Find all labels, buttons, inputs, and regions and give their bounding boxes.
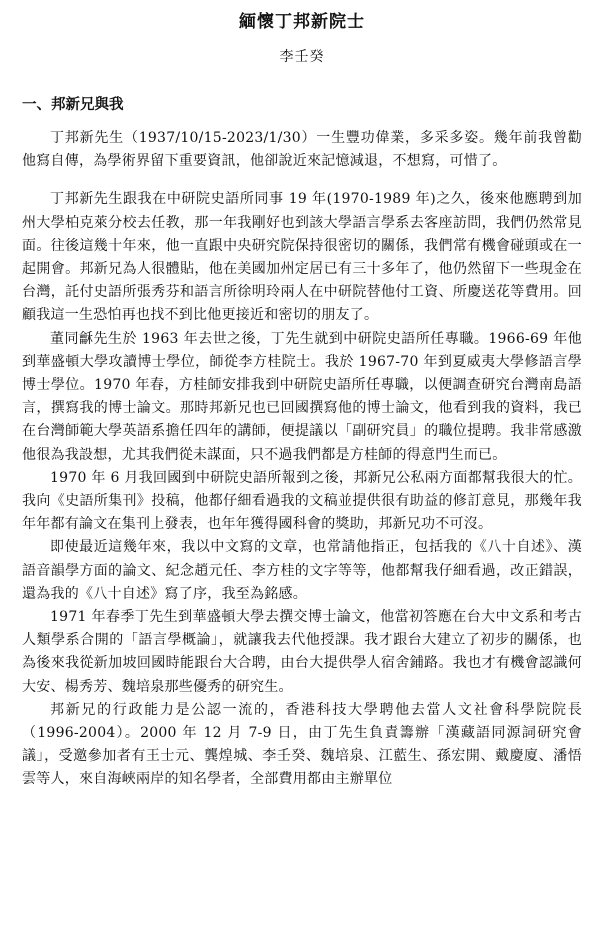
document-body <box>22 127 582 792</box>
paragraph-5: 即使最近這幾年來，我以中文寫的文章，也常請他指正，包括我的《八十自述》、漢語音韻學方面的論文、紀念趙元任、李方桂的文字等等，他都幫我仔細看過，改正錯誤，還為我的《八十自述》寫了序，我至為銘感。 <box>22 539 582 602</box>
paragraph-4: 1970 年 6 月我回國到中研院史語所報到之後，邦新兄公私兩方面都幫我很大的忙。我向《史語所集刊》投稿，他都仔細看過我的文稿並提供很有助益的修訂意見，那幾年我年年都有論文在集刊上發表，也年年獲得國科會的獎助，邦新兄功不可沒。 <box>22 469 582 533</box>
paragraph-3: 董同龢先生於 1963 年去世之後，丁先生就到中研院史語所任專職。1966-69 年他到華盛頓大學攻讀博士學位，師從李方桂院士。我於 1967-70 年到夏威夷大學修語言學博士學位。1970 年春，方桂師安排我到中研院史語所任專職，以便調查研究台灣南島語言，撰寫我的博士論文。那時邦新兄也已回國撰寫他的博士論文，他看到我的資料，我已在台灣師範大學英語系擔任四年的講師，便提議以「副研究員」的職位提聘。我非常感激他很為我設想，尤其我們從未謀面，只不過我們都是方桂師的得意門生而已。 <box>22 330 582 463</box>
paragraph-7: 邦新兄的行政能力是公認一流的，香港科技大學聘他去當人文社會科學院院長（1996-2004）。2000 年 12 月 7-9 日，由丁先生負責籌辦「漢藏語同源詞研究會議」，受邀參加者有王士元、龔煌城、李壬癸、魏培泉、江藍生、孫宏開、戴慶廈、潘悟雲等人，來自海峽兩岸的知名學者，全部費用都由主辦單位 <box>22 701 582 788</box>
paragraph-6: 1971 年春季丁先生到華盛頓大學去撰交博士論文，他當初答應在台大中文系和考古人類學系合開的「語言學概論」，就讓我去代他授課。我才跟台大建立了初步的關係，也為後來我從新加坡回國時能跟台大合聘，由台大提供學人宿舍鋪路。我也才有機會認識何大安、楊秀芳、魏培泉那些優秀的研究生。 <box>22 609 582 695</box>
section-heading: 一、邦新兄與我 <box>22 96 124 113</box>
document-title: 緬懷丁邦新院士 <box>239 12 365 32</box>
author-name: 李壬癸 <box>279 49 325 65</box>
paragraph-2: 丁邦新先生跟我在中研院史語所同事 19 年(1970-1989 年)之久，後來他應聘到加州大學柏克萊分校去任教，那一年我剛好也到該大學語言學系去客座訪問，我們仍然常見面。往後這幾十年來，他一直跟中央研究院保持很密切的關係，我們常有機會碰頭或在一起開會。邦新兄為人很體貼，他在美國加州定居已有三十多年了，他仍然留下一些現金在台灣，託付史語所張秀芬和語言所徐明玲兩人在中研院替他付工資、所慶送花等費用。回顧我這一生恐怕再也找不到比他更接近和密切的朋友了。 <box>22 191 582 324</box>
paragraph-1: 丁邦新先生（1937/10/15-2023/1/30）一生豐功偉業，多采多姿。幾年前我曾勸他寫自傳，為學術界留下重要資訊，他卻說近來記憶減退，不想寫，可惜了。 <box>22 130 582 170</box>
